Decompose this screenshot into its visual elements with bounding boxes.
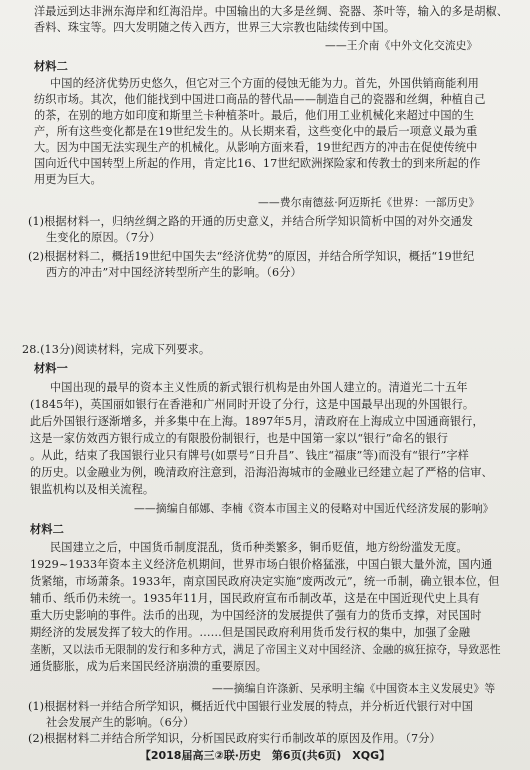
- material-line: 1929~1933年资本主义经济危机期间，世界市场白银价格猛涨，中国白银大量外流，国内通: [30, 558, 493, 571]
- question-line: (2)根据材料二，概括19世纪中国失去“经济优势”的原因，并结合所学知识，概括“19世纪: [28, 250, 475, 263]
- material-line: 大。因为中国无法实现生产的机械化。从影响方面来看，19世纪西方的冲击在促使传统中: [34, 141, 478, 154]
- material-line: (1845年)，英国丽如银行在香港和广州同时开设了分行，这是中国最早出现的外国银行。: [30, 398, 475, 411]
- intro-line: 香料、珠宝等。四大发明随之传入西方，世界三大宗教也陆续传到中国。: [34, 21, 396, 34]
- material-line: 产，所有这些变化都是在19世纪发生的。从长期来看，这些变化中的最后一项意义最为重: [34, 125, 478, 138]
- material-title: 材料一: [34, 361, 68, 375]
- material-line: 辅币、纸币仍未统一。1935年11月，国民政府宣布币制改革，这是在中国近现代史上具有: [30, 592, 480, 605]
- question-line: 生变化的原因。（7分）: [46, 231, 161, 244]
- material-line: 此后外国银行逐渐增多，并多集中在上海。1897年5月，清政府在上海成立中国通商银行，: [30, 415, 484, 428]
- intro-line: 洋最远到达非洲东海岸和红海沿岸。中国输出的大多是丝绸、瓷器、茶叶等，输入的多是胡椒、: [34, 5, 509, 18]
- source-citation: ——摘编自郁娜、李楠《资本市国主义的侵略对中国近代经济发展的影响》: [134, 502, 494, 515]
- question-line: 西方的冲击”对中国经济转型所产生的影响。（6分）: [46, 266, 302, 279]
- material-line: 中国的经济优势历史悠久，但它对三个方面的侵蚀无能为力。首先，外国供销商能利用: [50, 77, 479, 90]
- material-line: 期经济的发展发挥了较大的作用。……但是国民政府利用货币发行权的集中，加强了金融: [30, 626, 471, 639]
- material-line: 中国出现的最早的资本主义性质的新式银行机构是由外国人建立的。清道光二十五年: [50, 381, 468, 394]
- source-citation: ——费尔南德兹·阿迈斯托《世界：一部历史》: [258, 196, 480, 209]
- material-line: 的茶，在别的地方如印度和斯里兰卡种植茶叶。最后，他们用工业机械化来超过中国的生: [34, 109, 475, 122]
- material-line: 通货膨胀，成为后来国民经济崩溃的重要原因。: [30, 660, 268, 673]
- source-citation: ——王介南《中外文化交流史》: [325, 39, 478, 52]
- source-citation: ——摘编自许涤新、吴承明主编《中国资本主义发展史》等: [212, 682, 496, 695]
- material-line: 。从此，结束了我国银行业只有牌号(如票号“日升昌”、钱庄“福康”等)而没有“银行”字样: [30, 449, 469, 462]
- material-line: 重大历史影响的事件。法币的出现，为中国经济的发展提供了强有力的货币支撑，对民国时: [30, 609, 482, 622]
- question-heading: 28.(13分)阅读材料，完成下列要求。: [22, 343, 211, 356]
- material-line: 这是一家仿效西方银行成立的有限股份制银行，也是中国第一家以“银行”命名的银行: [30, 432, 448, 445]
- material-title: 材料二: [30, 522, 64, 536]
- material-line: 国向近代中国转型上所起的作用，肯定比16、17世纪欧洲探险家和传教士的到来所起的作: [34, 157, 481, 170]
- material-title: 材料二: [34, 59, 68, 73]
- material-line: 银监机构以及相关流程。: [30, 483, 155, 496]
- question-line: (1)根据材料一并结合所学知识，概括近代中国银行业发展的特点，并分析近代银行对中国: [28, 700, 474, 713]
- question-line: 社会发展产生的影响。（6分）: [46, 716, 195, 729]
- question-line: (1)根据材料一，归纳丝绸之路的开通的历史意义，并结合所学知识简析中国的对外交通发: [28, 215, 474, 228]
- page-footer: 【2018届高三②联·历史 第6页(共6页) XQG】: [139, 749, 391, 762]
- material-line: 纺织市场。其次，他们能找到中国进口商品的替代品——制造自己的瓷器和丝绸，种植自己: [34, 93, 486, 106]
- material-line: 民国建立之后，中国货币制度混乱，货币种类繁多，铜币贬值，地方纷纷滥发无度。: [50, 541, 468, 554]
- material-line: 的历史。以金融业为例，晚清政府注意到，沿海沿海城市的金融业已经建立起了严格的信审、: [30, 466, 493, 479]
- material-line: 垄断，又以法币无限制的发行和多种方式，满足了帝国主义对中国经济、金融的疯狂掠夺，导致恶性: [30, 644, 501, 656]
- material-line: 货紧缩，市场萧条。1933年，南京国民政府决定实施“废两改元”，统一币制，确立银本位，但: [30, 575, 500, 588]
- material-line: 用更为巨大。: [34, 173, 102, 186]
- question-line: (2)根据材料二并结合所学知识，分析国民政府实行币制改革的原因及作用。（7分）: [28, 732, 441, 745]
